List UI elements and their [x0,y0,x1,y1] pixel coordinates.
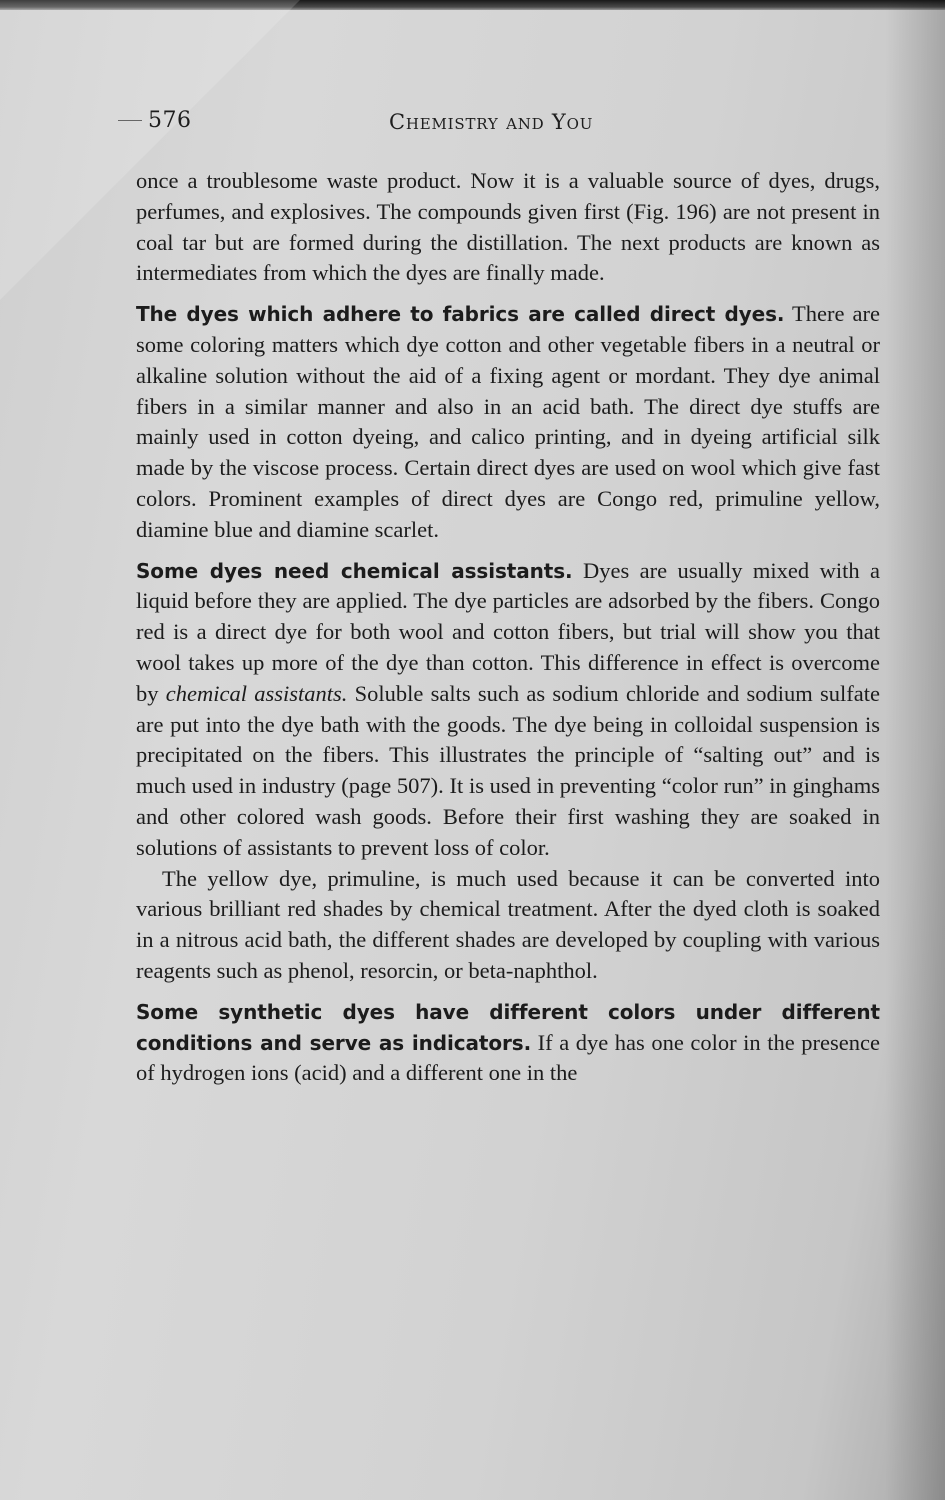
paragraph-chemical-assistants [136,556,880,864]
page-gutter-shadow [885,0,945,1500]
emphasis-term: chemical assistants. [165,680,348,706]
paragraph-heading: Some dyes need chemical assistants. [136,558,573,583]
paragraph-text: Soluble salts such as sodium chloride and sodium sulfate are put into the dye bath with the goods. The dye being in colloidal suspension is precipitated on the fibers. This illustrates the principle of “salting out” and is much used in industry (page 507). It is used in preventing “color run” in ginghams and other colored wash goods. Before their first washing they are soaked in solutions of assistants to prevent loss of color. [136,680,880,860]
page-header [0,108,945,144]
paragraph-text: Dyes are usually mixed with a liquid before they are applied. The dye particles are adsorbed by the fibers. Congo red is a direct dye for both wool and cotton fibers, but trial will show you that wool takes up more of the dye than cotton. This difference in effect is overcome by [136,557,880,706]
paragraph-indicators [136,997,880,1089]
paragraph-primuline [136,864,880,987]
paragraph-text: There are some coloring matters which dye cotton and other vegetable fibers in a neutral or alkaline solution without the aid of a fixing agent or mordant. They dye animal fibers in a similar manner and also in an acid bath. The direct dye stuffs are mainly used in cotton dyeing, and calico printing, and in dyeing artificial silk made by the viscose process. Certain direct dyes are used on wool which give fast colors. Prominent examples of direct dyes are Congo red, primuline yellow, diamine blue and diamine scarlet. [136,301,880,542]
paragraph-text: If a dye has one color in the presence of hydrogen ions (acid) and a different one in the [136,1029,880,1086]
paragraph-heading: The dyes which adhere to fabrics are called direct dyes. [136,302,785,327]
paragraph-coal-tar [136,166,880,289]
paragraph-text: The yellow dye, primuline, is much used because it can be converted into various brilliant red shades by chemical treatment. After the dyed cloth is soaked in a nitrous acid bath, the different shades are developed by coupling with various reagents such as phenol, resorcin, or beta-naphthol. [136,865,880,983]
paragraph-text: once a troublesome waste product. Now it is a valuable source of dyes, drugs, perfumes, and explosives. The compounds given first (Fig. 196) are not present in coal tar but are formed during the distillation. The next products are known as intermediates from which the dyes are finally made. [136,168,880,286]
running-title: Chemistry and You [389,110,594,134]
page-number: 576 [148,108,192,133]
paragraph-heading: Some synthetic dyes have different colors under different conditions and serve as indicators. [136,999,880,1055]
paragraph-direct-dyes [136,299,880,545]
body-text [136,166,880,1099]
